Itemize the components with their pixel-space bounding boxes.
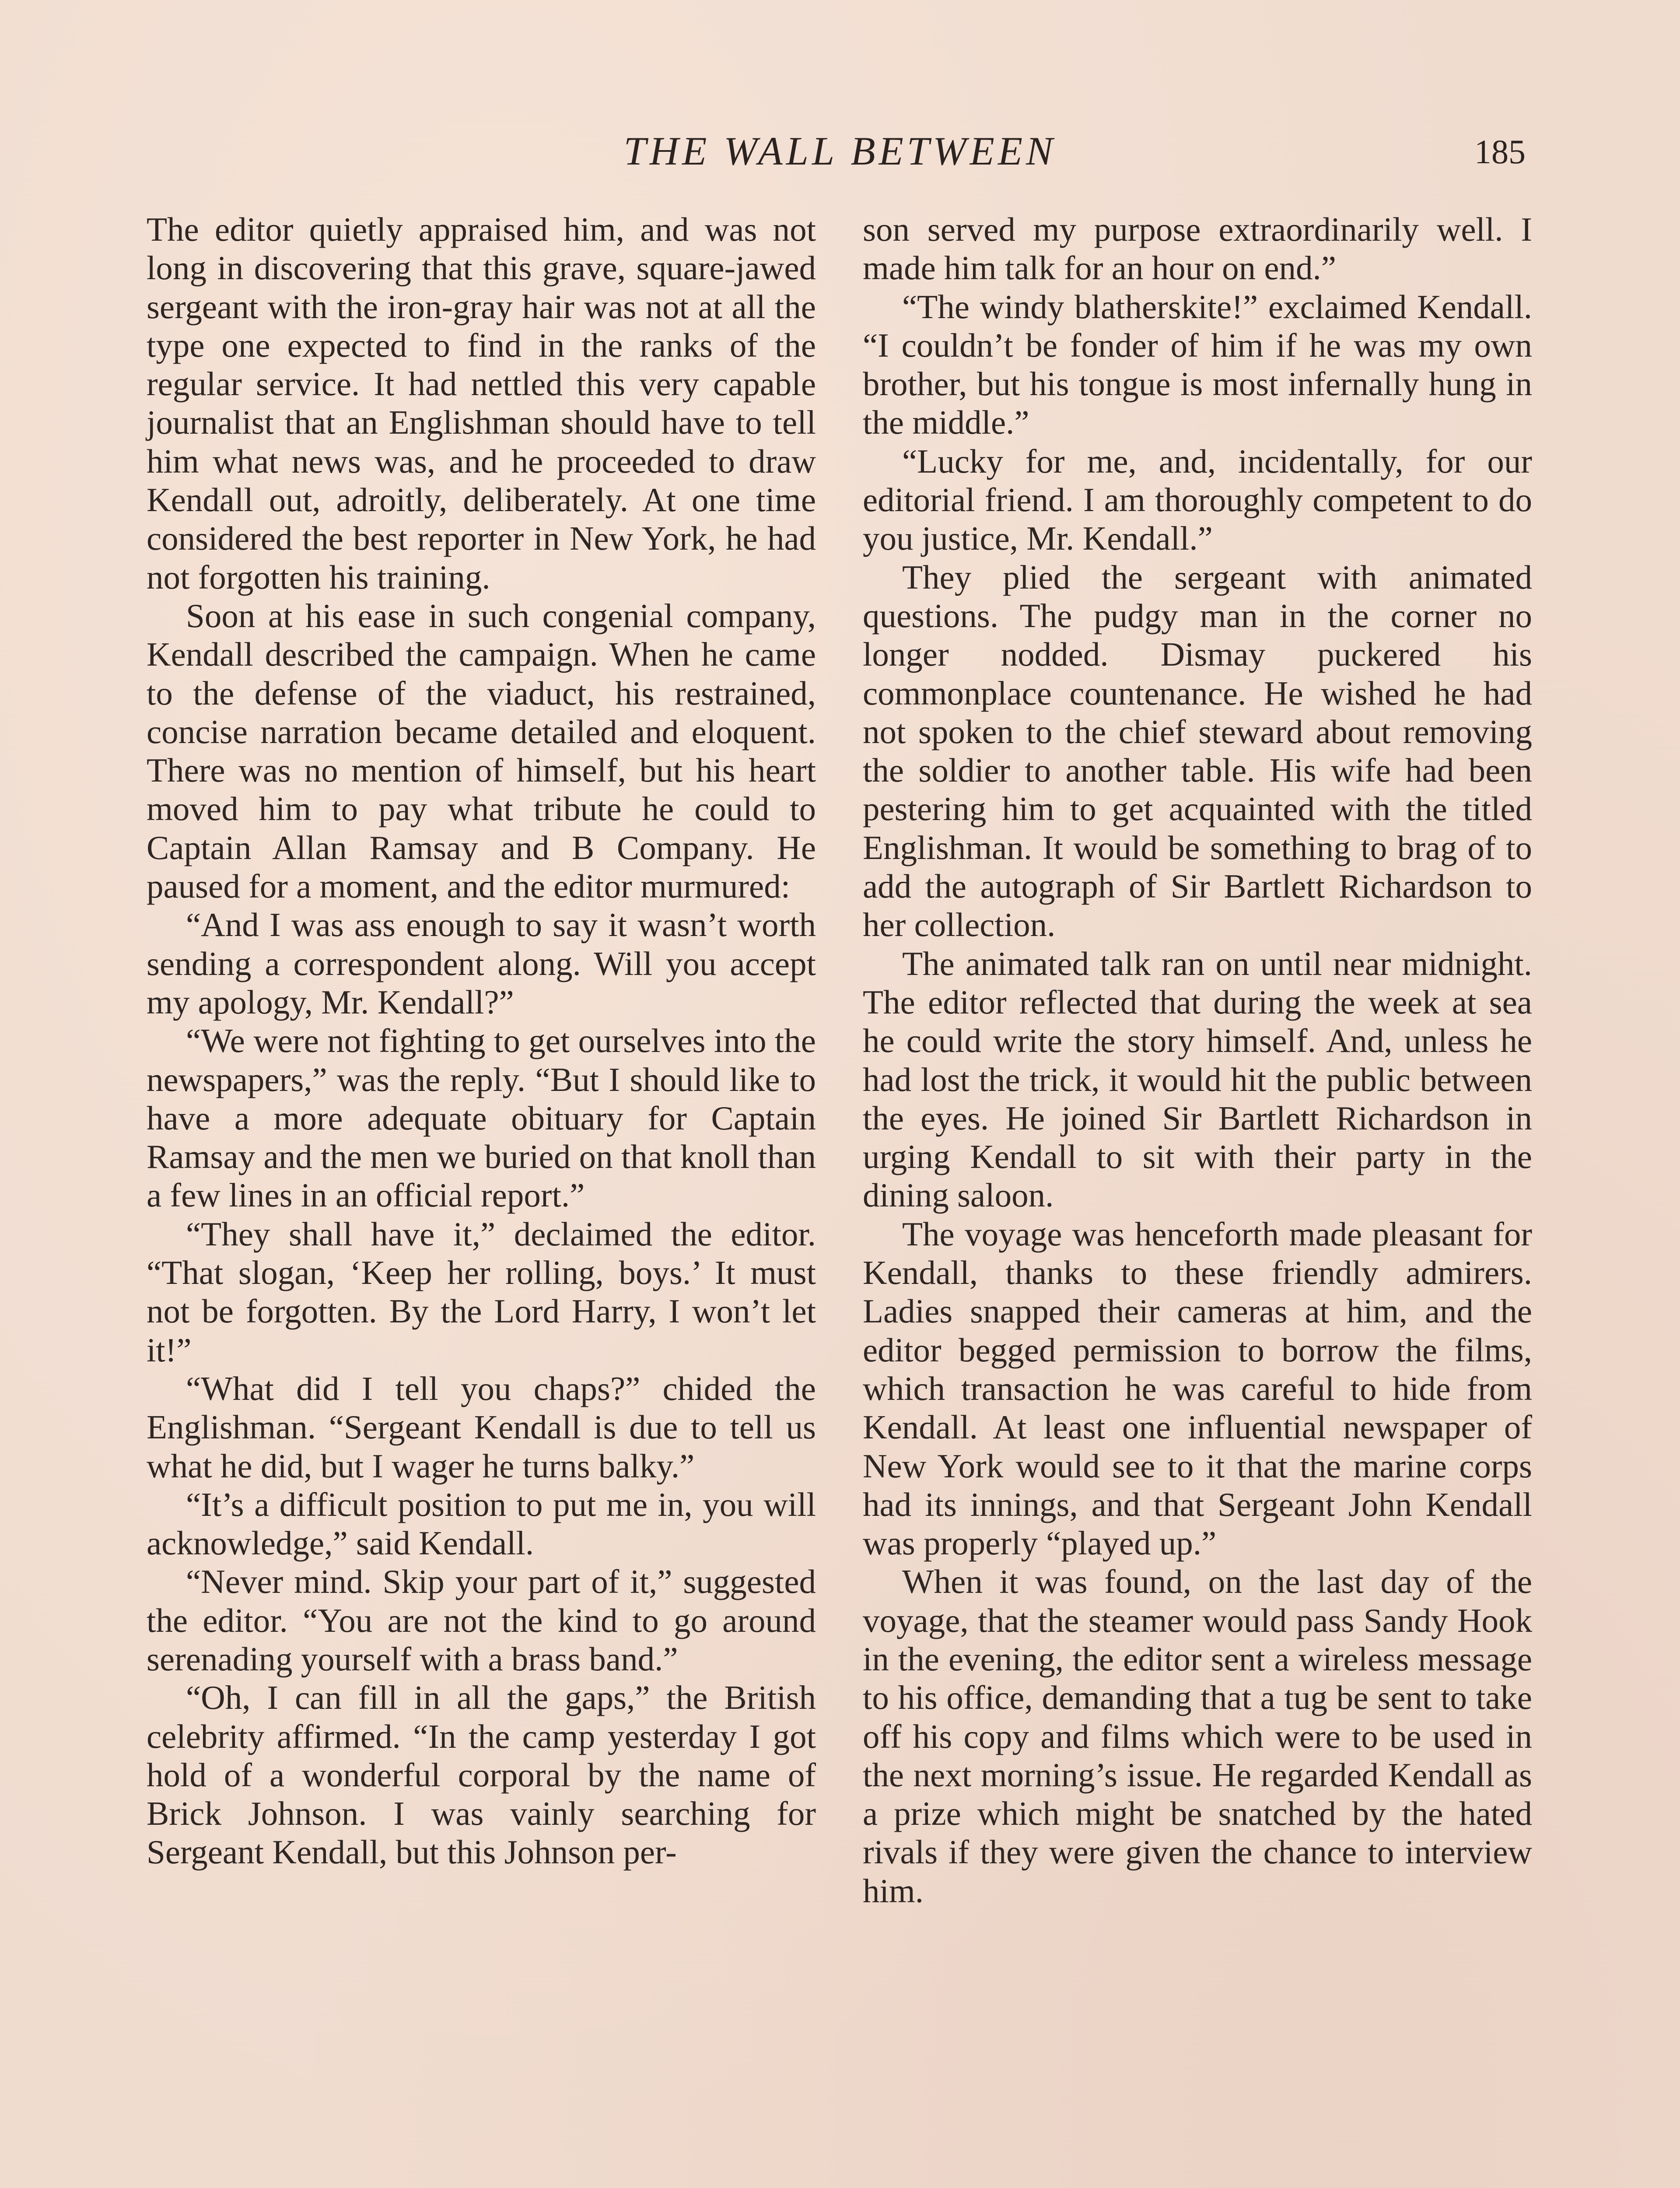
paragraph: The voyage was henceforth made pleasant for Kendall, thanks to these friendly admirers. Ladies snapped their cameras at him, and the editor begged permission to borrow the films, which transaction he was careful to hide from Kendall. At least one influential newspaper of New York would see to it that the marine corps had its innings, and that Sergeant John Kendall was properly “played up.” xyxy=(863,1215,1532,1562)
right-column xyxy=(863,210,1532,1910)
paragraph: Soon at his ease in such congenial company, Kendall described the campaign. When he came to the defense of the viaduct, his restrained, concise narration became detailed and eloquent. There was no mention of himself, but his heart moved him to pay what tribute he could to Captain Allan Ramsay and B Company. He paused for a moment, and the editor murmured: xyxy=(147,596,816,905)
paragraph: “Lucky for me, and, incidentally, for our editorial friend. I am thoroughly competent to do you justice, Mr. Kendall.” xyxy=(863,442,1532,558)
paragraph: “They shall have it,” declaimed the editor. “That slogan, ‘Keep her rolling, boys.’ It must not be forgotten. By the Lord Harry, I won’t let it!” xyxy=(147,1215,816,1369)
paragraph: “And I was ass enough to say it wasn’t worth sending a correspondent along. Will you accept my apology, Mr. Kendall?” xyxy=(147,906,816,1021)
page-number: 185 xyxy=(1474,133,1526,171)
paragraph: “Oh, I can fill in all the gaps,” the British celebrity affirmed. “In the camp yesterday I got hold of a wonderful corporal by the name of Brick Johnson. I was vainly searching for Sergeant Kendall, but this Johnson per- xyxy=(147,1679,816,1871)
left-column xyxy=(147,210,816,1872)
paragraph: “It’s a difficult position to put me in, you will acknowledge,” said Kendall. xyxy=(147,1485,816,1562)
paragraph: They plied the sergeant with animated questions. The pudgy man in the corner no longer nodded. Dismay puckered his commonplace countenance. He wished he had not spoken to the chief steward about removing the soldier to another table. His wife had been pestering him to get acquainted with the titled Englishman. It would be something to brag of to add the autograph of Sir Bartlett Richardson to her collection. xyxy=(863,558,1532,944)
paragraph: “What did I tell you chaps?” chided the Englishman. “Sergeant Kendall is due to tell us what he did, but I wager he turns balky.” xyxy=(147,1369,816,1485)
paragraph: son served my purpose extraordinarily well. I made him talk for an hour on end.” xyxy=(863,210,1532,287)
paragraph: “Never mind. Skip your part of it,” suggested the editor. “You are not the kind to go around serenading yourself with a brass band.” xyxy=(147,1563,816,1678)
running-title: THE WALL BETWEEN xyxy=(623,129,1057,173)
paragraph: The editor quietly appraised him, and was not long in discovering that this grave, square-jawed sergeant with the iron-gray hair was not at all the type one expected to find in the ranks of the regular service. It had nettled this very capable journalist that an Englishman should have to tell him what news was, and he proceeded to draw Kendall out, adroitly, deliberately. At one time considered the best reporter in New York, he had not forgotten his training. xyxy=(147,210,816,596)
paragraph: The animated talk ran on until near midnight. The editor reflected that during the week at sea he could write the story himself. And, unless he had lost the trick, it would hit the public between the eyes. He joined Sir Bartlett Richardson in urging Kendall to sit with their party in the dining saloon. xyxy=(863,944,1532,1214)
paragraph: “The windy blatherskite!” exclaimed Kendall. “I couldn’t be fonder of him if he was my own brother, but his tongue is most infernally hung in the middle.” xyxy=(863,288,1532,442)
paragraph: When it was found, on the last day of the voyage, that the steamer would pass Sandy Hook in the evening, the editor sent a wireless message to his office, demanding that a tug be sent to take off his copy and films which were to be used in the next morning’s issue. He regarded Kendall as a prize which might be snatched by the hated rivals if they were given the chance to interview him. xyxy=(863,1563,1532,1910)
paragraph: “We were not fighting to get ourselves into the newspapers,” was the reply. “But I should like to have a more adequate obituary for Captain Ramsay and the men we buried on that knoll than a few lines in an official report.” xyxy=(147,1022,816,1214)
